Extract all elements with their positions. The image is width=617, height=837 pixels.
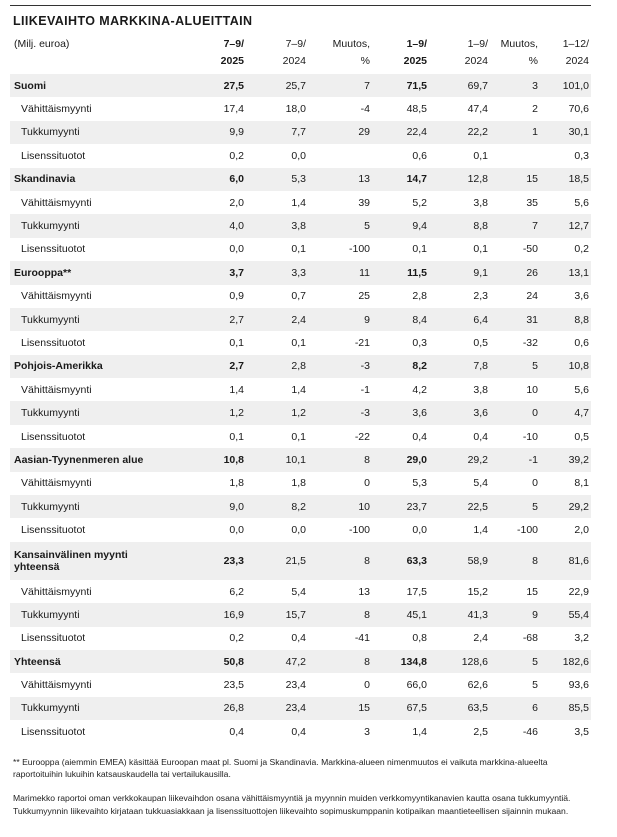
row-label: Tukkumyynti <box>10 214 160 237</box>
cell-value: -46 <box>522 725 538 738</box>
cell-value: 25,7 <box>246 74 308 97</box>
cell-value: 45,1 <box>372 603 429 626</box>
row-label: Pohjois-Amerikka <box>10 355 160 378</box>
cell-value: 0,1 <box>291 430 306 443</box>
cell-value: 8,4 <box>372 308 429 331</box>
col-header: 1–12/ 2024 <box>562 38 589 67</box>
cell-value: 23,7 <box>372 495 429 518</box>
table-row <box>10 603 591 626</box>
cell-value: 5 <box>490 650 540 673</box>
row-label: Tukkumyynti <box>10 121 160 144</box>
cell-value: 8,1 <box>574 477 589 490</box>
cell-value: 0,1 <box>291 243 306 256</box>
cell-value: 1,8 <box>229 477 244 490</box>
cell-value: 66,0 <box>406 679 427 692</box>
cell-value: 7 <box>490 214 540 237</box>
cell-value: -100 <box>348 524 370 537</box>
cell-value: 8,8 <box>540 308 591 331</box>
cell-value: 0,1 <box>412 243 427 256</box>
cell-value: 9,1 <box>429 261 490 284</box>
cell-value: 7,7 <box>246 121 308 144</box>
cell-value: 182,6 <box>540 650 591 673</box>
cell-value: 10 <box>308 495 372 518</box>
cell-value: 48,5 <box>406 103 427 116</box>
row-label: Vähittäismyynti <box>21 585 92 598</box>
cell-value: 13 <box>308 168 372 191</box>
cell-value: 9,0 <box>160 495 246 518</box>
cell-value: 23,3 <box>160 542 246 580</box>
cell-value: 3,8 <box>473 383 488 396</box>
cell-value: 0,4 <box>229 725 244 738</box>
cell-value: 9,4 <box>372 214 429 237</box>
cell-value: 41,3 <box>429 603 490 626</box>
revenue-table <box>10 36 591 744</box>
cell-value: 10,8 <box>540 355 591 378</box>
footnote-europe: ** Eurooppa (aiemmin EMEA) käsittää Euroopan maat pl. Suomi ja Skandinavia. Markkina-alueen nimenmuutos ei vaikuta markkina-alueelta raportoituihin lukuihin katsauskaudella tai vertailukausilla. <box>13 757 548 780</box>
cell-value: 70,6 <box>568 103 589 116</box>
cell-value: 3,8 <box>473 196 488 209</box>
cell-value: 1,4 <box>291 383 306 396</box>
cell-value: -21 <box>354 336 370 349</box>
cell-value: 2,5 <box>473 725 488 738</box>
cell-value: 2,8 <box>246 355 308 378</box>
cell-value: 29,2 <box>540 495 591 518</box>
cell-value: 0,2 <box>574 243 589 256</box>
cell-value: 31 <box>490 308 540 331</box>
cell-value: 26,8 <box>160 697 246 720</box>
cell-value: 0 <box>364 477 370 490</box>
table-row-total <box>10 650 591 673</box>
cell-value: 0,9 <box>229 290 244 303</box>
cell-value: 10,8 <box>160 448 246 471</box>
cell-value: 3,3 <box>246 261 308 284</box>
cell-value: 1,2 <box>246 401 308 424</box>
cell-value: 2,7 <box>160 355 246 378</box>
cell-value: -50 <box>522 243 538 256</box>
cell-value: 29,0 <box>372 448 429 471</box>
cell-value: 18,5 <box>540 168 591 191</box>
cell-value: 13,1 <box>540 261 591 284</box>
cell-value: 0 <box>364 679 370 692</box>
cell-value: 47,4 <box>467 103 488 116</box>
cell-value: 2,7 <box>160 308 246 331</box>
cell-value: 5 <box>490 495 540 518</box>
row-label: Tukkumyynti <box>10 697 160 720</box>
table-row-total <box>10 261 591 284</box>
row-label: Vähittäismyynti <box>21 477 92 490</box>
cell-value: 2,4 <box>246 308 308 331</box>
cell-value: 27,5 <box>160 74 246 97</box>
cell-value: 5,6 <box>574 196 589 209</box>
cell-value: 3,6 <box>574 290 589 303</box>
cell-value: 67,5 <box>372 697 429 720</box>
cell-value: -22 <box>354 430 370 443</box>
cell-value: 9 <box>308 308 372 331</box>
cell-value: 0,1 <box>229 430 244 443</box>
row-label: Lisenssituotot <box>21 725 86 738</box>
row-label: Tukkumyynti <box>10 603 160 626</box>
cell-value: 1,4 <box>229 383 244 396</box>
cell-value: 0,1 <box>291 336 306 349</box>
cell-value: 8 <box>490 542 540 580</box>
table-row <box>10 697 591 720</box>
cell-value: 12,7 <box>540 214 591 237</box>
cell-value: 63,5 <box>429 697 490 720</box>
table-row <box>10 331 591 354</box>
row-label: Vähittäismyynti <box>21 679 92 692</box>
cell-value: 13 <box>358 585 370 598</box>
cell-value: 12,8 <box>429 168 490 191</box>
cell-value: 5,6 <box>574 383 589 396</box>
cell-value: 85,5 <box>540 697 591 720</box>
cell-value: 3 <box>490 74 540 97</box>
row-label: Tukkumyynti <box>10 401 160 424</box>
cell-value: 3,7 <box>160 261 246 284</box>
cell-value: 1,4 <box>473 524 488 537</box>
table-row <box>10 214 591 237</box>
cell-value: 101,0 <box>540 74 591 97</box>
table-row <box>10 191 591 214</box>
cell-value: 5,4 <box>291 585 306 598</box>
cell-value: 14,7 <box>372 168 429 191</box>
table-row-total <box>10 448 591 471</box>
cell-value: 39 <box>358 196 370 209</box>
cell-value: 0,7 <box>291 290 306 303</box>
cell-value: 5,2 <box>412 196 427 209</box>
cell-value: 1,8 <box>291 477 306 490</box>
cell-value: 7 <box>308 74 372 97</box>
table-row <box>10 97 591 120</box>
table-row <box>10 144 591 167</box>
cell-value: 15 <box>526 585 538 598</box>
cell-value: 4,2 <box>412 383 427 396</box>
cell-value: 0,0 <box>229 243 244 256</box>
cell-value: 0,8 <box>412 632 427 645</box>
cell-value: 8 <box>308 448 372 471</box>
cell-value: 2,8 <box>412 290 427 303</box>
cell-value: 8,8 <box>429 214 490 237</box>
cell-value: 62,6 <box>467 679 488 692</box>
row-label: Kansainvälinen myynti yhteensä <box>10 542 160 580</box>
row-label: Aasian-Tyynenmeren alue <box>10 448 160 471</box>
cell-value: -1 <box>490 448 540 471</box>
table-row <box>10 121 591 144</box>
cell-value: 5,3 <box>246 168 308 191</box>
cell-value <box>308 144 372 167</box>
cell-value: 22,5 <box>429 495 490 518</box>
row-label: Vähittäismyynti <box>21 383 92 396</box>
row-label: Lisenssituotot <box>21 149 86 162</box>
cell-value: 0,1 <box>473 243 488 256</box>
cell-value: 30,1 <box>540 121 591 144</box>
cell-value: 17,5 <box>406 585 427 598</box>
cell-value: 0,3 <box>412 336 427 349</box>
col-header: 1–9/ 2024 <box>464 38 488 67</box>
row-label: Vähittäismyynti <box>21 290 92 303</box>
table-row <box>10 472 591 495</box>
cell-value: 22,2 <box>429 121 490 144</box>
cell-value: 0,0 <box>291 524 306 537</box>
cell-value: 22,4 <box>372 121 429 144</box>
cell-value: 0,2 <box>229 632 244 645</box>
cell-value: 7,8 <box>429 355 490 378</box>
cell-value: -3 <box>308 401 372 424</box>
row-label: Yhteensä <box>10 650 160 673</box>
cell-value: 0,4 <box>291 632 306 645</box>
row-label: Suomi <box>10 74 160 97</box>
table-row <box>10 518 591 541</box>
cell-value: 5 <box>490 355 540 378</box>
table-row-total <box>10 542 591 580</box>
header-row <box>10 36 591 74</box>
cell-value: 8 <box>308 603 372 626</box>
col-header: 1–9/ 2025 <box>403 38 427 67</box>
cell-value: 3,5 <box>574 725 589 738</box>
col-header: 7–9/ 2024 <box>282 38 306 67</box>
cell-value: 11 <box>308 261 372 284</box>
cell-value: 71,5 <box>372 74 429 97</box>
cell-value: 6,0 <box>160 168 246 191</box>
cell-value: -100 <box>348 243 370 256</box>
cell-value: 0,1 <box>229 336 244 349</box>
cell-value: 15,2 <box>467 585 488 598</box>
cell-value: 1,4 <box>412 725 427 738</box>
cell-value: 0,6 <box>412 149 427 162</box>
row-label: Lisenssituotot <box>21 632 86 645</box>
cell-value: 29 <box>308 121 372 144</box>
cell-value: 16,9 <box>160 603 246 626</box>
cell-value: -10 <box>522 430 538 443</box>
cell-value: 2,4 <box>473 632 488 645</box>
cell-value: -1 <box>360 383 370 396</box>
cell-value: 23,5 <box>223 679 244 692</box>
page-title: LIIKEVAIHTO MARKKINA-ALUEITTAIN <box>13 14 253 28</box>
table-row <box>10 673 591 696</box>
cell-value: 10,1 <box>246 448 308 471</box>
row-label: Lisenssituotot <box>21 243 86 256</box>
cell-value: 29,2 <box>429 448 490 471</box>
col-header: Muutos, % <box>500 38 538 67</box>
table-row-total <box>10 74 591 97</box>
table-row <box>10 720 591 743</box>
cell-value: 22,9 <box>568 585 589 598</box>
cell-value: 0 <box>532 477 538 490</box>
cell-value: -3 <box>308 355 372 378</box>
table-row <box>10 238 591 261</box>
cell-value: 0,0 <box>229 524 244 537</box>
cell-value: 47,2 <box>246 650 308 673</box>
cell-value: 11,5 <box>372 261 429 284</box>
cell-value: 15 <box>308 697 372 720</box>
cell-value: 81,6 <box>540 542 591 580</box>
cell-value: 17,4 <box>223 103 244 116</box>
cell-value: 93,6 <box>568 679 589 692</box>
cell-value: -4 <box>360 103 370 116</box>
cell-value: 2,0 <box>229 196 244 209</box>
cell-value: 5 <box>308 214 372 237</box>
cell-value: 15,7 <box>246 603 308 626</box>
row-label: Lisenssituotot <box>21 430 86 443</box>
row-label: Tukkumyynti <box>10 495 160 518</box>
cell-value: 3 <box>364 725 370 738</box>
cell-value: 0,0 <box>291 149 306 162</box>
cell-value: 6,4 <box>429 308 490 331</box>
table-row <box>10 627 591 650</box>
cell-value: 0,2 <box>229 149 244 162</box>
row-label: Eurooppa** <box>10 261 160 284</box>
cell-value: 1,2 <box>160 401 246 424</box>
cell-value: 2 <box>532 103 538 116</box>
table-row <box>10 401 591 424</box>
cell-value: -68 <box>522 632 538 645</box>
cell-value: 50,8 <box>160 650 246 673</box>
cell-value: 8,2 <box>372 355 429 378</box>
cell-value: 3,2 <box>574 632 589 645</box>
cell-value: 0,3 <box>574 149 589 162</box>
cell-value: 134,8 <box>372 650 429 673</box>
cell-value: 4,7 <box>540 401 591 424</box>
footnotes <box>13 756 593 829</box>
cell-value: 5 <box>532 679 538 692</box>
col-header: Muutos, % <box>332 38 370 67</box>
cell-value: 6 <box>490 697 540 720</box>
row-label: Skandinavia <box>10 168 160 191</box>
col-header: 7–9/ 2025 <box>220 38 244 67</box>
cell-value: 21,5 <box>246 542 308 580</box>
cell-value: -100 <box>516 524 538 537</box>
cell-value: 63,3 <box>372 542 429 580</box>
table-row-total <box>10 168 591 191</box>
cell-value: 23,4 <box>246 697 308 720</box>
cell-value: 5,3 <box>412 477 427 490</box>
cell-value: 0,1 <box>473 149 488 162</box>
cell-value: 26 <box>490 261 540 284</box>
cell-value: 23,4 <box>285 679 306 692</box>
cell-value: 3,6 <box>372 401 429 424</box>
cell-value: 2,3 <box>473 290 488 303</box>
cell-value: 24 <box>526 290 538 303</box>
cell-value: 0,4 <box>473 430 488 443</box>
table-row <box>10 580 591 603</box>
cell-value: 69,7 <box>429 74 490 97</box>
cell-value: 3,8 <box>246 214 308 237</box>
cell-value: 9 <box>490 603 540 626</box>
cell-value: -41 <box>354 632 370 645</box>
cell-value: 55,4 <box>540 603 591 626</box>
row-label: Lisenssituotot <box>21 524 86 537</box>
cell-value: 15 <box>490 168 540 191</box>
cell-value: 5,4 <box>473 477 488 490</box>
cell-value: 18,0 <box>285 103 306 116</box>
cell-value: -32 <box>522 336 538 349</box>
table-row-total <box>10 355 591 378</box>
cell-value: 8,2 <box>246 495 308 518</box>
cell-value: 9,9 <box>160 121 246 144</box>
row-label: Tukkumyynti <box>10 308 160 331</box>
cell-value: 39,2 <box>540 448 591 471</box>
top-rule <box>10 5 591 6</box>
cell-value: 3,6 <box>429 401 490 424</box>
cell-value: 6,2 <box>229 585 244 598</box>
row-label: Vähittäismyynti <box>21 103 92 116</box>
cell-value: 1,4 <box>291 196 306 209</box>
cell-value: 25 <box>358 290 370 303</box>
cell-value <box>490 144 540 167</box>
table-row <box>10 425 591 448</box>
cell-value: 0 <box>490 401 540 424</box>
cell-value: 128,6 <box>429 650 490 673</box>
cell-value: 35 <box>526 196 538 209</box>
table-row <box>10 495 591 518</box>
cell-value: 58,9 <box>429 542 490 580</box>
unit-label: (Milj. euroa) <box>14 38 70 50</box>
cell-value: 1 <box>490 121 540 144</box>
cell-value: 0,0 <box>412 524 427 537</box>
row-label: Lisenssituotot <box>21 336 86 349</box>
table-row <box>10 285 591 308</box>
row-label: Vähittäismyynti <box>21 196 92 209</box>
cell-value: 2,0 <box>574 524 589 537</box>
cell-value: 0,5 <box>574 430 589 443</box>
cell-value: 8 <box>308 650 372 673</box>
cell-value: 0,4 <box>291 725 306 738</box>
cell-value: 10 <box>526 383 538 396</box>
cell-value: 0,4 <box>412 430 427 443</box>
cell-value: 0,5 <box>473 336 488 349</box>
cell-value: 8 <box>308 542 372 580</box>
table-row <box>10 378 591 401</box>
footnote-channels: Marimekko raportoi oman verkkokaupan liikevaihdon osana vähittäismyyntiä ja myynnin muiden verkkomyyntikanavien kautta osana tukkumyyntiä. Tukkumyynnin liikevaihto kirjataan tukkuasiakkaan ja lisenssituottojen liikevaihto sopimuskumppanin kotipaikan maantieteellisen sijainnin mukaan. <box>13 793 571 816</box>
table-row <box>10 308 591 331</box>
cell-value: 4,0 <box>160 214 246 237</box>
cell-value: 0,6 <box>574 336 589 349</box>
